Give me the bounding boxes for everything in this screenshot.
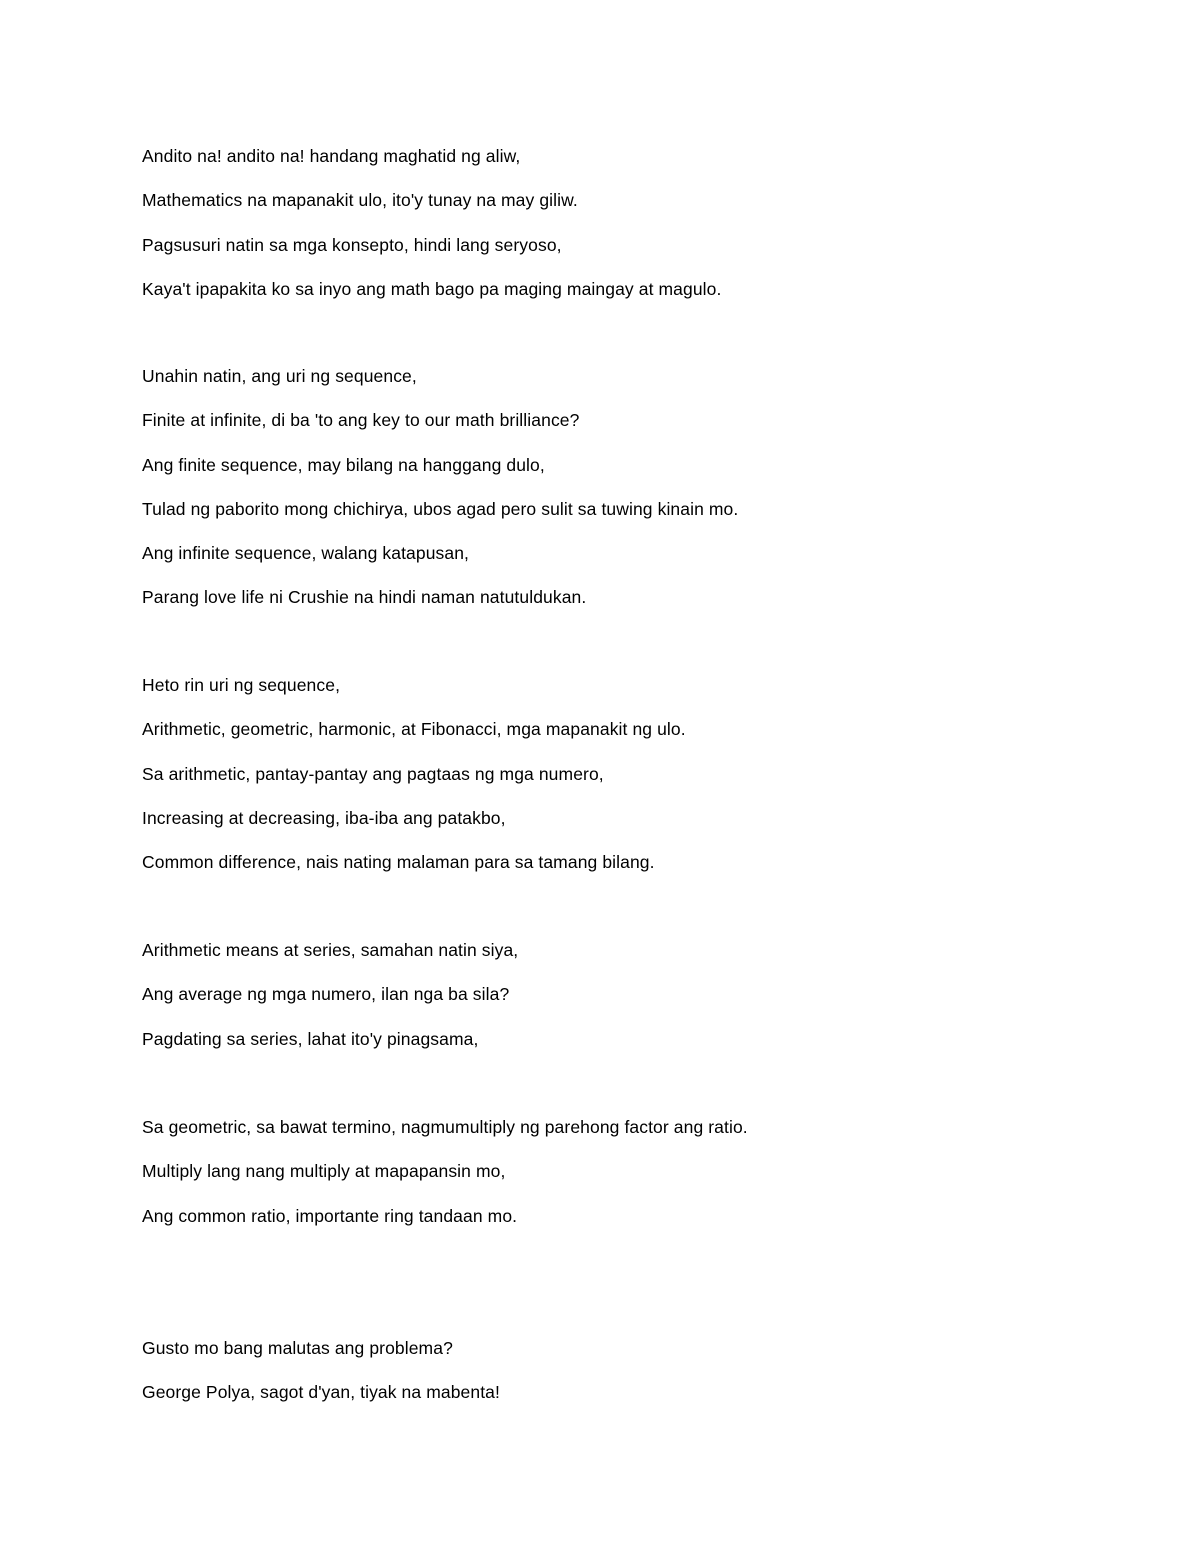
poem-line: Gusto mo bang malutas ang problema?	[142, 1338, 453, 1358]
poem-line: George Polya, sagot d'yan, tiyak na mabenta!	[142, 1382, 500, 1403]
stanza-5	[142, 1105, 1142, 1238]
poem-line: Heto rin uri ng sequence,	[142, 675, 341, 695]
poem-line: Sa geometric, sa bawat termino, nagmumultiply ng parehong factor ang ratio.	[142, 1117, 748, 1137]
poem-line: Ang finite sequence, may bilang na hanggang dulo,	[142, 454, 545, 475]
poem-line: Common difference, nais nating malaman para sa tamang bilang.	[142, 852, 655, 873]
poem-line: Ang common ratio, importante ring tandaan mo.	[142, 1205, 518, 1226]
stanza-3	[142, 663, 1142, 884]
poem-line: Arithmetic, geometric, harmonic, at Fibonacci, mga mapanakit ng ulo.	[142, 719, 686, 740]
poem-line: Finite at infinite, di ba 'to ang key to our math brilliance?	[142, 410, 580, 431]
poem-line: Andito na! andito na! handang maghatid ng aliw,	[142, 146, 521, 166]
stanza-1	[142, 134, 1142, 311]
poem-line: Unahin natin, ang uri ng sequence,	[142, 366, 417, 386]
poem-line: Mathematics na mapanakit ulo, ito'y tunay na may giliw.	[142, 190, 578, 211]
poem-line: Ang infinite sequence, walang katapusan,	[142, 543, 470, 564]
stanza-2	[142, 354, 1142, 620]
poem-line: Multiply lang nang multiply at mapapansin mo,	[142, 1161, 506, 1182]
poem-line: Parang love life ni Crushie na hindi naman natutuldukan.	[142, 587, 587, 608]
stanza-4	[142, 928, 1142, 1061]
poem-line: Kaya't ipapakita ko sa inyo ang math bago pa maging maingay at magulo.	[142, 278, 722, 299]
poem-line: Pagdating sa series, lahat ito'y pinagsama,	[142, 1028, 479, 1049]
poem-line: Tulad ng paborito mong chichirya, ubos agad pero sulit sa tuwing kinain mo.	[142, 498, 739, 519]
poem-line: Increasing at decreasing, iba-iba ang patakbo,	[142, 807, 506, 828]
poem-line: Pagsusuri natin sa mga konsepto, hindi lang seryoso,	[142, 234, 562, 255]
poem-line: Sa arithmetic, pantay-pantay ang pagtaas ng mga numero,	[142, 763, 604, 784]
poem-line: Ang average ng mga numero, ilan nga ba sila?	[142, 984, 510, 1005]
stanza-6	[142, 1326, 1142, 1415]
poem-line: Arithmetic means at series, samahan natin siya,	[142, 940, 519, 960]
